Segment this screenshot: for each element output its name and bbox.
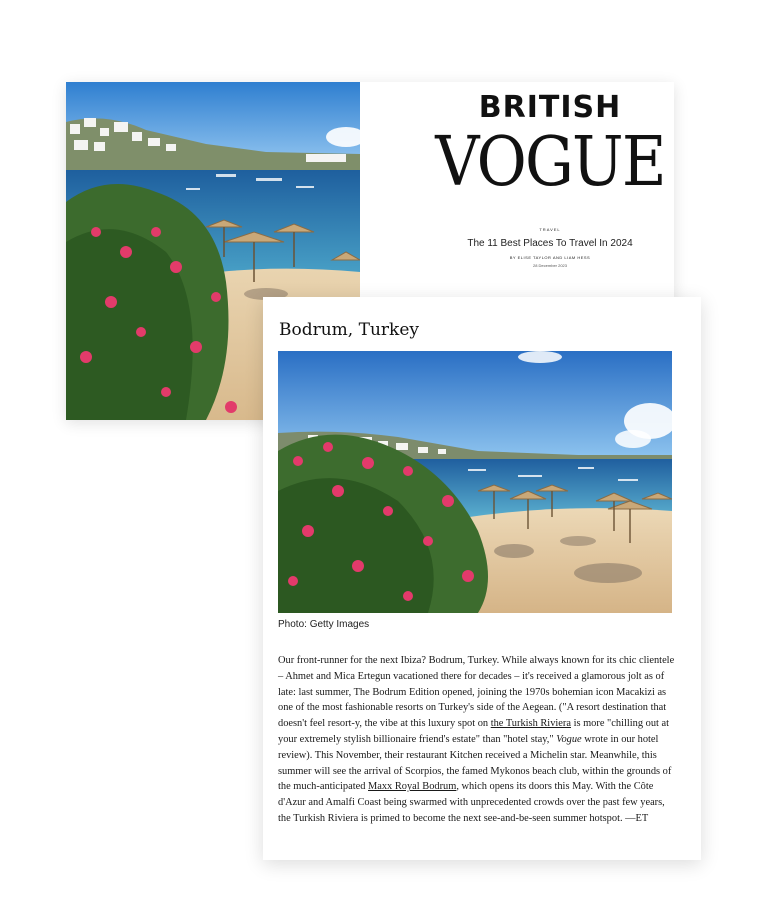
body-text-part-2: is more "chilling out at your extremely stylish billionaire friend's estate" than "hotel stay," (278, 718, 669, 745)
body-text-part-1: Our front-runner for the next Ibiza? Bodrum, Turkey. While always known for its chic clientele – Ahmet and Mica Ertegun vacationed there for decades – it's received a glamorous jolt as of late: last summer, The Bodrum Edition opened, joining the 1970s bohemian icon Macakizi as one of the most fashionable resorts on Turkey's side of the Aegean. ("A resort destination that doesn't feel resort-y, the vibe at this luxury spot on (278, 655, 675, 730)
body-text-part-3: wrote in our hotel review). This November, their restaurant Kitchen received a Michelin star. Meanwhile, this summer will see the arrival of Scorpios, the famed Mykonos beach club, within the grounds of the much-anticipated (278, 733, 672, 793)
article-headline: The 11 Best Places To Travel In 2024 (467, 238, 633, 249)
brand-vogue: VOGUE (435, 123, 665, 202)
place-title: Bodrum, Turkey (279, 320, 419, 340)
vogue-italic: Vogue (556, 733, 582, 745)
vogue-masthead (410, 90, 690, 201)
body-text-part-4: , which opens its doors this May. With the Côte d'Azur and Amalfi Coast being swarmed with unprecedented crowds over the past few years, the Turkish Riviera is primed to become the next see-and-be-seen summer hotspot. —ET (278, 781, 665, 824)
maxx-royal-bodrum-link[interactable]: Maxx Royal Bodrum (368, 781, 457, 793)
article-header (430, 227, 670, 268)
brand-british: BRITISH (478, 90, 622, 125)
article-body (278, 653, 676, 827)
article-byline: BY ELISE TAYLOR AND LIAM HESS (509, 255, 591, 260)
turkish-riviera-link[interactable]: the Turkish Riviera (490, 718, 571, 730)
bodrum-beach-photo (278, 351, 672, 613)
section-kicker: TRAVEL (539, 227, 561, 232)
bodrum-entry-card (263, 297, 701, 860)
photo-credit: Photo: Getty Images (278, 619, 370, 630)
article-date: 28 December 2023 (532, 263, 568, 268)
